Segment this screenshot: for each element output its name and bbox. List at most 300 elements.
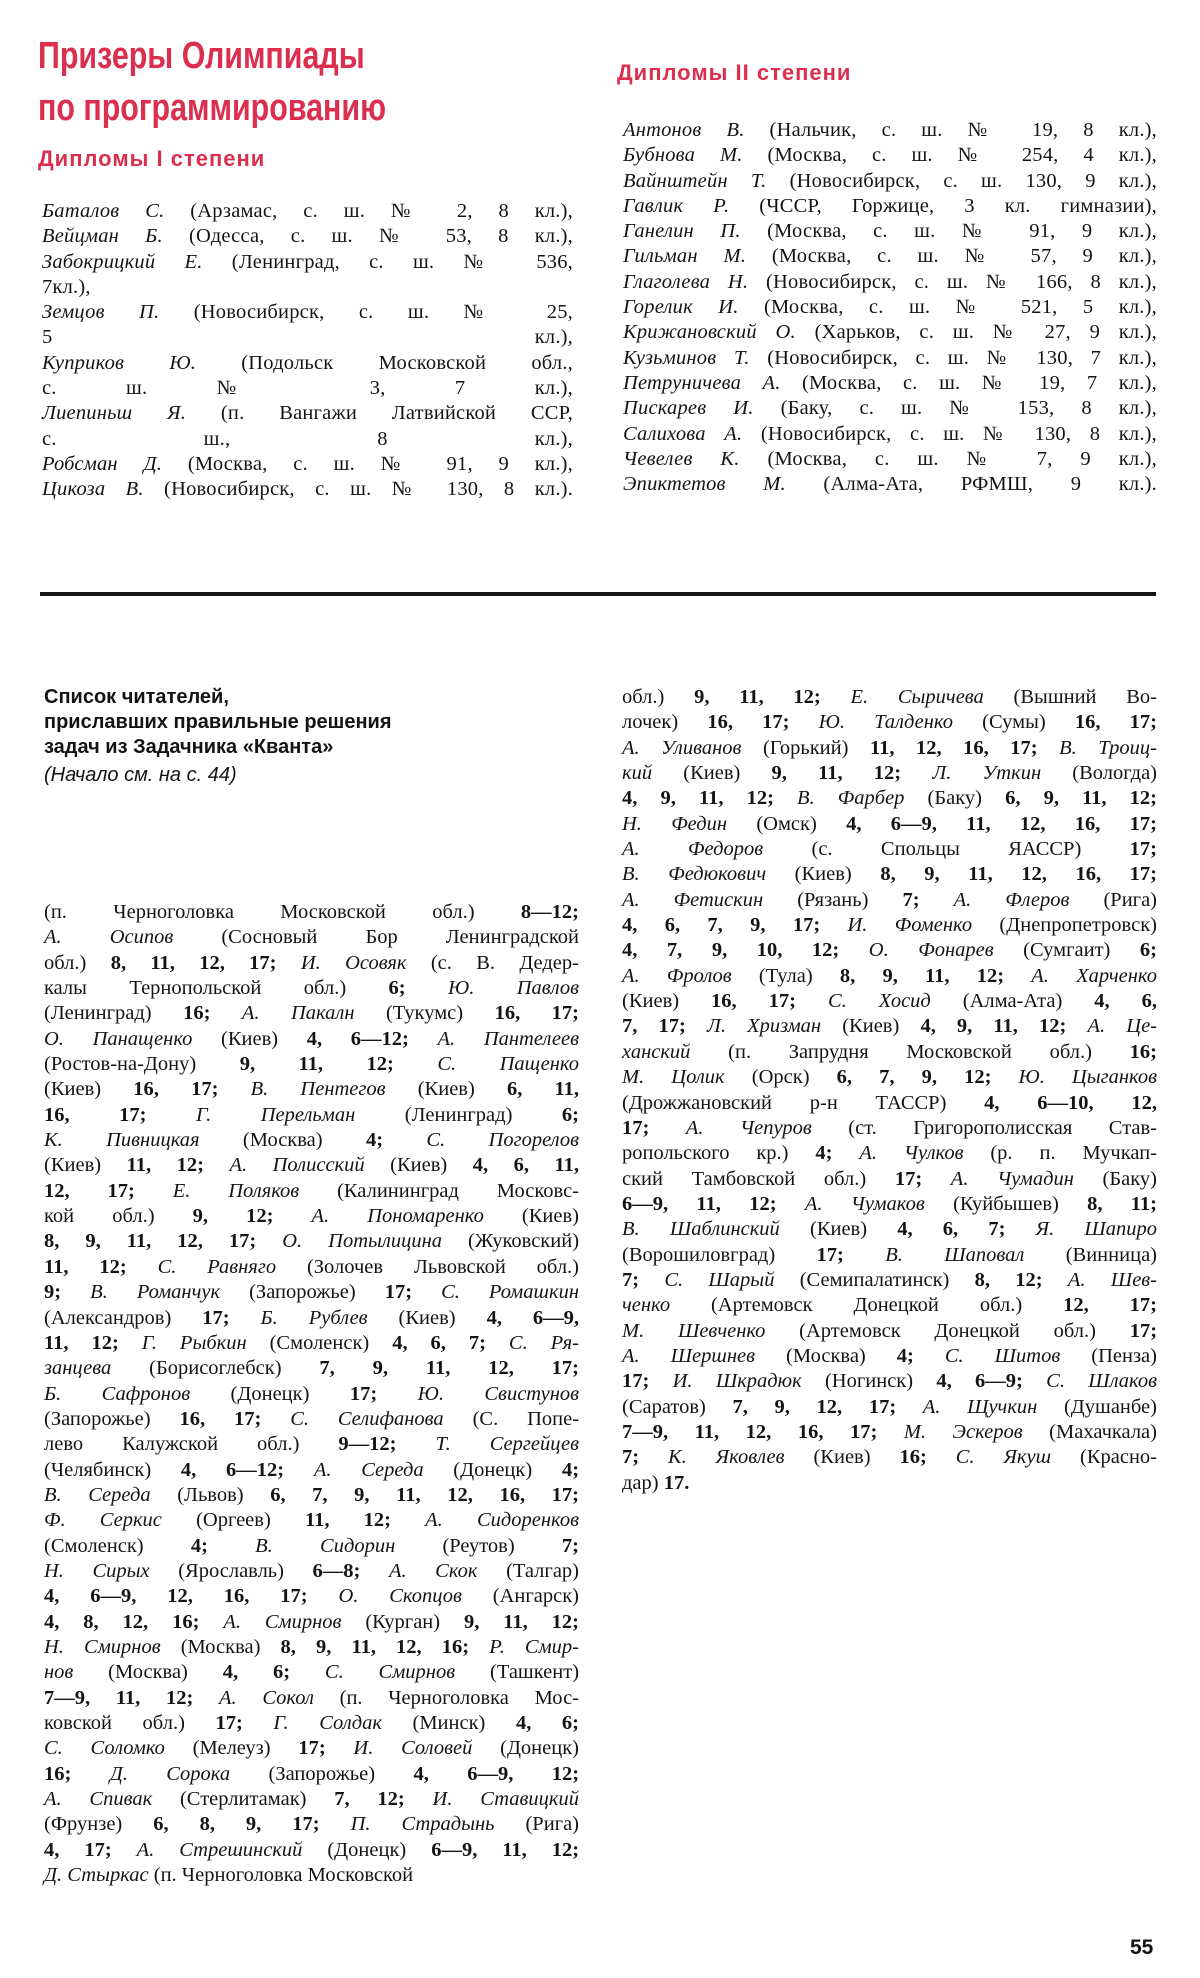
reader-line <box>44 1787 579 1812</box>
text-fragment: (Талгар) <box>477 1559 579 1582</box>
problem-numbers: 17; <box>894 1167 923 1190</box>
text-fragment: калы Тернопольской обл.) <box>44 977 389 1000</box>
person-name: А. Осипов <box>44 926 174 949</box>
text-fragment: (Артемовск Донецкой обл.) <box>670 1294 1064 1317</box>
problem-numbers: 4; <box>815 1142 833 1165</box>
text-fragment <box>391 1509 425 1531</box>
text-fragment <box>1038 737 1060 759</box>
problem-numbers: 8, 12; <box>974 1268 1043 1291</box>
text-fragment: (Омск) <box>727 812 847 835</box>
text-fragment: (Москва) <box>755 1344 897 1367</box>
person-name: Пискарев И. <box>623 397 754 420</box>
text-fragment: (Львов) <box>150 1483 271 1506</box>
text-fragment: (Киев) <box>192 1027 307 1050</box>
text-fragment: (Стерлитамак) <box>152 1788 335 1811</box>
person-name: Гавлик Р. <box>623 194 730 217</box>
problem-numbers: 4, 6—9, 12, 16, 17; <box>44 1585 308 1608</box>
reader-line <box>44 1838 579 1863</box>
problem-numbers: 17; <box>1129 1319 1158 1342</box>
text-fragment: (Ленинград) <box>44 1002 184 1025</box>
text-fragment: (Ногинск) <box>801 1370 937 1393</box>
text-fragment: обл.) <box>44 951 111 974</box>
text-fragment <box>320 1813 351 1835</box>
problem-numbers: 7, 12; <box>334 1788 405 1811</box>
problem-numbers: 9, 11, 12; <box>239 1053 394 1076</box>
person-name: С. Якуш <box>955 1446 1052 1469</box>
reader-line <box>44 1483 579 1508</box>
problem-numbers: 4, 17; <box>44 1838 112 1861</box>
diploma1-list <box>42 199 573 503</box>
text-fragment: (Рига) <box>1069 888 1157 911</box>
reader-line <box>622 913 1157 938</box>
person-name: В. Шаблинский <box>622 1218 780 1241</box>
problem-numbers: 4, 6, <box>1094 990 1157 1013</box>
problem-numbers: 17. <box>663 1471 690 1494</box>
text-fragment: (Киев) <box>385 1078 507 1101</box>
diploma2-entry <box>623 270 1157 295</box>
problem-numbers: 6; <box>1139 939 1157 962</box>
reader-line <box>622 1091 1157 1116</box>
person-name: Г. Перельман <box>195 1103 356 1126</box>
text-fragment: (Сумгаит) <box>993 939 1140 962</box>
text-fragment: (Ростов-на-Дону) <box>44 1053 240 1076</box>
text-fragment: (с. В. Дедер- <box>406 951 579 974</box>
reader-line <box>622 736 1157 761</box>
reader-line <box>622 710 1157 735</box>
reader-line <box>44 925 579 950</box>
person-name: П. Страдынь <box>350 1813 495 1836</box>
text-fragment: (Киев) <box>44 1078 134 1101</box>
person-name: С. Селифанова <box>290 1407 444 1430</box>
person-name: Чевелев К. <box>623 447 740 470</box>
reader-line <box>44 1077 579 1102</box>
problem-numbers: 6, 7, 9, 12; <box>836 1066 992 1089</box>
reader-line <box>44 1179 579 1204</box>
reader-line <box>622 1344 1157 1369</box>
person-name: Петруничева А. <box>623 371 781 394</box>
problem-numbers: 16; <box>183 1002 211 1025</box>
text-fragment <box>789 711 818 733</box>
text-fragment: лочек) <box>622 711 708 734</box>
text-fragment: (Винница) <box>1024 1243 1157 1266</box>
text-fragment: (п. Вангажи Латвийской ССР, <box>186 402 573 425</box>
problem-numbers: 6, 11, <box>506 1078 580 1101</box>
person-name: С. Соломко <box>44 1737 165 1760</box>
text-fragment: (Баку) <box>904 787 1006 810</box>
text-fragment <box>649 1370 672 1392</box>
person-name: А. Харченко <box>1031 964 1157 987</box>
diploma1-entry <box>42 401 573 426</box>
text-fragment: (Киев) <box>821 1015 921 1038</box>
person-name: А. Пантелеев <box>437 1027 579 1050</box>
text-fragment: (Мелеуз) <box>164 1737 299 1760</box>
problem-numbers: 17; <box>816 1243 844 1266</box>
problem-numbers: 6—9, 11, 12; <box>622 1192 777 1215</box>
person-name: А. Уливанов <box>622 736 742 759</box>
text-fragment <box>71 1763 109 1785</box>
diploma2-entry <box>623 320 1157 345</box>
person-name: А. Чепуров <box>685 1116 812 1139</box>
reader-line <box>44 1153 579 1178</box>
reader-line <box>622 1420 1157 1445</box>
person-name: А. Федоров <box>622 838 764 861</box>
readers-list-right <box>622 685 1157 1496</box>
problem-numbers: 8—12; <box>520 901 579 923</box>
text-fragment <box>127 1256 158 1278</box>
person-name: Ф. Серкис <box>44 1509 162 1532</box>
reader-line <box>44 1027 579 1052</box>
text-fragment: (Москва, с. ш. № 91, 9 кл.), <box>740 220 1157 243</box>
person-name: С. Хосид <box>827 990 931 1013</box>
person-name: Цикоза В. <box>42 478 144 501</box>
text-fragment: (Москва, с. ш. № 57, 9 кл.), <box>746 245 1157 268</box>
problem-numbers: 9, 11, 12; <box>694 686 821 708</box>
diploma2-entry <box>623 396 1157 421</box>
problem-numbers: 4, 6—10, 12, <box>984 1091 1157 1114</box>
diploma2-heading: Дипломы II степени <box>617 60 852 85</box>
text-fragment <box>639 1269 664 1291</box>
person-name: А. Чулков <box>859 1142 964 1165</box>
person-name: А. Фетискин <box>622 888 764 911</box>
text-fragment: (Тула) <box>731 964 840 987</box>
person-name: Н. Смирнов <box>44 1635 161 1658</box>
person-name: К. Яковлев <box>668 1446 785 1469</box>
problem-numbers: 9, 11, 12; <box>771 762 902 785</box>
diploma2-entry <box>623 447 1157 472</box>
readers-heading-line1: Список читателей, <box>44 686 229 708</box>
person-name: Ю. Свистунов <box>417 1382 580 1405</box>
text-fragment: 5 кл.), <box>42 326 573 349</box>
text-fragment: лево Калужской обл.) <box>44 1433 339 1456</box>
text-fragment <box>394 1053 437 1075</box>
text-fragment: (п. Черноголовка Мос- <box>313 1686 579 1709</box>
text-fragment <box>243 1712 274 1734</box>
text-fragment <box>256 1230 282 1252</box>
text-fragment: (Киев) <box>784 1446 900 1469</box>
problem-numbers: 4, 6, 7; <box>392 1331 486 1354</box>
problem-numbers: 7; <box>902 888 920 911</box>
problem-numbers: 4, 6—12; <box>306 1027 409 1050</box>
text-fragment: с. ш., 8 кл.), <box>42 427 573 450</box>
problem-numbers: 4, 8, 12, 16; <box>44 1610 200 1633</box>
diploma2-entry <box>623 244 1157 269</box>
person-name: О. Фонарев <box>868 939 994 962</box>
text-fragment: (Подольск Московской обл., <box>196 351 574 374</box>
person-name: С. Шарый <box>664 1268 775 1291</box>
person-name: В. Шаповал <box>885 1243 1025 1266</box>
text-fragment <box>119 1332 142 1354</box>
person-name: О. Скопцов <box>338 1585 462 1608</box>
person-name: Т. Сергейцев <box>435 1433 579 1456</box>
person-name: С. Ря- <box>508 1331 580 1354</box>
text-fragment <box>1005 1218 1035 1240</box>
problem-numbers: 17; <box>622 1116 650 1139</box>
problem-numbers: 8, 9, 11, 12, 16; <box>280 1635 470 1658</box>
person-name: А. Це- <box>1087 1015 1157 1038</box>
problem-numbers: 6; <box>561 1103 579 1126</box>
text-fragment: (Москва) <box>199 1129 366 1152</box>
reader-line <box>622 1471 1157 1496</box>
person-name: О. Панащенко <box>44 1027 193 1050</box>
text-fragment: (п. Черноголовка Московской обл.) <box>44 901 521 923</box>
reader-line <box>622 837 1157 862</box>
reader-line <box>622 964 1157 989</box>
person-name: Вейцман Б. <box>42 225 163 248</box>
reader-line <box>44 1863 579 1888</box>
reader-line <box>622 1445 1157 1470</box>
problem-numbers: 8, 11; <box>1087 1192 1158 1215</box>
person-name: И. Шкрадюк <box>672 1370 802 1393</box>
text-fragment: (Калининград Московс- <box>299 1179 579 1202</box>
diploma2-entry <box>623 219 1157 244</box>
reader-line <box>44 1280 579 1305</box>
person-name: К. Пивницкая <box>44 1129 200 1152</box>
problem-numbers: 7, 9, 12, 17; <box>732 1395 897 1418</box>
text-fragment <box>284 1459 314 1481</box>
text-fragment: (с. Спольцы ЯАССР) <box>763 838 1130 861</box>
problem-numbers: 16, 17; <box>711 990 796 1013</box>
text-fragment <box>1066 1015 1087 1037</box>
problem-numbers: 16; <box>44 1762 72 1785</box>
text-fragment: (Орск) <box>724 1066 837 1089</box>
text-fragment <box>844 1244 885 1266</box>
problem-numbers: 4, 6—9, 12; <box>413 1762 580 1785</box>
text-fragment: (Артемовск Донецкой обл.) <box>765 1319 1130 1342</box>
problem-numbers: 4, 6, 11, <box>472 1154 580 1177</box>
text-fragment <box>839 939 869 961</box>
person-name: А. Пономаренко <box>311 1205 484 1228</box>
person-name: В. Федюкович <box>622 863 767 886</box>
person-name: Гильман М. <box>623 245 747 268</box>
section-divider <box>40 592 1156 596</box>
person-name: А. Стрешинский <box>136 1838 303 1861</box>
problem-numbers: 16; <box>899 1446 927 1469</box>
person-name: Куприков Ю. <box>42 351 197 374</box>
problem-numbers: 16, 17; <box>179 1407 262 1430</box>
reader-line <box>622 1065 1157 1090</box>
diploma1-entry <box>42 250 573 275</box>
person-name: А. Флеров <box>953 888 1070 911</box>
diploma1-entry <box>42 325 573 350</box>
diploma2-entry <box>623 371 1157 396</box>
problem-numbers: 4, 6; <box>222 1661 291 1684</box>
text-fragment: (Семипалатинск) <box>774 1268 975 1291</box>
text-fragment: (Махачкала) <box>1022 1420 1157 1443</box>
text-fragment: ропольского кр.) <box>622 1142 816 1165</box>
text-fragment <box>199 1611 223 1633</box>
text-fragment: (Ленинград) <box>355 1103 562 1126</box>
reader-line <box>44 900 579 925</box>
person-name: А. Шершнев <box>622 1344 756 1367</box>
text-fragment <box>914 1345 945 1367</box>
problem-numbers: 4, 6—12; <box>180 1458 285 1481</box>
reader-line <box>622 1014 1157 1039</box>
reader-line <box>44 1711 579 1736</box>
problem-numbers: 9—12; <box>338 1433 397 1456</box>
problem-numbers: 17; <box>622 1370 650 1393</box>
problem-numbers: 6, 7, 9, 11, 12, 16, 17; <box>270 1483 579 1506</box>
person-name: А. Щучкин <box>922 1395 1038 1418</box>
text-fragment: (Рига) <box>494 1813 580 1836</box>
person-name: О. Потылицина <box>282 1230 443 1253</box>
reader-line <box>44 1052 579 1077</box>
text-fragment: (Вышний Во- <box>983 686 1157 708</box>
person-name: А. Сидоренков <box>425 1509 579 1532</box>
readers-heading-line3: задач из Задачника «Кванта» <box>44 736 334 758</box>
person-name: С. Смирнов <box>324 1661 456 1684</box>
text-fragment: обл.) <box>622 686 695 708</box>
person-name: Г. Рыбкин <box>141 1331 247 1354</box>
text-fragment: (Душанбе) <box>1037 1395 1157 1418</box>
diploma2-entry <box>623 143 1157 168</box>
text-fragment <box>922 1168 951 1190</box>
person-name: Е. Сыричева <box>850 686 984 708</box>
text-fragment: (Реутов) <box>395 1534 562 1557</box>
text-fragment <box>920 889 954 911</box>
person-name: Ганелин П. <box>623 220 741 243</box>
text-fragment <box>469 1636 489 1658</box>
person-name: Н. Федин <box>622 812 728 835</box>
person-name: Вайнштейн Т. <box>623 169 767 192</box>
text-fragment: (Донецк) <box>302 1838 432 1861</box>
text-fragment: (Сосновый Бор Ленинградской <box>173 926 579 949</box>
problem-numbers: 11, 12; <box>126 1154 204 1177</box>
person-name: Эпиктетов М. <box>623 473 786 496</box>
text-fragment <box>1023 1370 1046 1392</box>
problem-numbers: 8, 9, 11, 12, 16, 17; <box>880 863 1157 886</box>
diploma1-entry <box>42 351 573 376</box>
reader-line <box>44 951 579 976</box>
text-fragment: (Запорожье) <box>220 1281 385 1304</box>
text-fragment: (Красно- <box>1051 1446 1157 1469</box>
text-fragment <box>1004 965 1031 987</box>
reader-line <box>44 1356 579 1381</box>
problem-numbers: 8, 9, 11, 12; <box>839 964 1005 987</box>
text-fragment <box>821 686 851 708</box>
person-name: А. Чумадин <box>950 1167 1074 1190</box>
problem-numbers: 11, 12, 16, 17; <box>869 736 1038 759</box>
text-fragment: (Тукумс) <box>354 1002 495 1025</box>
problem-numbers: 7; <box>622 1268 640 1291</box>
person-name: В. Романчук <box>90 1281 221 1304</box>
text-fragment <box>877 1421 904 1443</box>
text-fragment <box>210 1002 241 1024</box>
text-fragment: (Арзамас, с. ш. № 2, 8 кл.), <box>164 200 573 222</box>
person-name: И. Фоменко <box>847 914 973 937</box>
reader-line <box>44 1635 579 1660</box>
text-fragment: (Киев) <box>622 990 712 1013</box>
person-name: Л. Хризман <box>706 1015 822 1038</box>
diploma1-entry <box>42 477 573 502</box>
text-fragment <box>406 977 448 999</box>
text-fragment: дар) <box>622 1471 664 1494</box>
reader-line <box>622 1192 1157 1217</box>
text-fragment <box>146 1104 196 1126</box>
person-name: Антонов В. <box>623 119 745 141</box>
text-fragment: (С. Попе- <box>443 1407 580 1430</box>
problem-numbers: 16, 17; <box>1074 711 1158 734</box>
problem-numbers: 9; <box>44 1281 62 1304</box>
problem-numbers: 4, 6, 7, 9, 17; <box>622 914 821 937</box>
person-name: Баталов С. <box>42 200 165 222</box>
problem-numbers: 4, 6—9; <box>936 1370 1023 1393</box>
problem-numbers: 4, 7, 9, 10, 12; <box>622 939 840 962</box>
text-fragment: (Донецк) <box>190 1382 350 1405</box>
text-fragment <box>277 952 301 974</box>
text-fragment: ковской обл.) <box>44 1712 216 1734</box>
reader-line <box>44 1306 579 1331</box>
problem-numbers: 4, 6; <box>515 1712 579 1734</box>
problem-numbers: 9, 12; <box>192 1205 274 1228</box>
person-name: М. Эскеров <box>903 1420 1023 1443</box>
problem-numbers: 7—9, 11, 12; <box>44 1686 194 1709</box>
text-fragment <box>193 1687 219 1709</box>
text-fragment <box>61 1281 90 1303</box>
text-fragment: (Москва, с. ш. № 254, 4 кл.), <box>742 144 1157 167</box>
person-name: С. Шитов <box>944 1344 1061 1367</box>
person-name: Л. Уткин <box>932 762 1042 785</box>
reader-line <box>44 1103 579 1128</box>
diploma1-entry <box>42 275 573 300</box>
problem-numbers: 11, 12; <box>304 1509 391 1532</box>
person-name: И. Соловей <box>353 1737 473 1760</box>
problem-numbers: 16; <box>1129 1040 1157 1063</box>
text-fragment: (Ленинград, с. ш. № 536, <box>202 250 573 273</box>
problem-numbers: 16, 17; <box>707 711 790 734</box>
text-fragment: (Баку) <box>1073 1167 1158 1190</box>
text-fragment: (Новосибирск, с. ш. № 166, 8 кл.), <box>748 270 1158 293</box>
person-name: Р. Смир- <box>489 1635 579 1658</box>
problem-numbers: 16, 17; <box>44 1103 147 1126</box>
problem-numbers: 6—9, 11, 12; <box>431 1838 580 1861</box>
person-name: С. Равняго <box>157 1255 277 1278</box>
text-fragment: (п. Черноголовка Московской <box>148 1864 414 1887</box>
text-fragment: (Куйбышев) <box>924 1192 1088 1215</box>
diploma2-list <box>623 118 1157 497</box>
diploma1-entry <box>42 199 573 224</box>
reader-line <box>622 1319 1157 1344</box>
person-name: И. Ставицкий <box>432 1788 579 1811</box>
problem-numbers: 6, 8, 9, 17; <box>153 1813 320 1836</box>
problem-numbers: 6; <box>388 977 406 1000</box>
problem-numbers: 17; <box>298 1737 326 1760</box>
diploma2-entry <box>623 295 1157 320</box>
text-fragment: (Курган) <box>341 1610 464 1633</box>
text-fragment <box>396 1433 435 1455</box>
text-fragment: (Днепропетровск) <box>972 914 1157 937</box>
diploma1-entry <box>42 376 573 401</box>
diploma1-entry <box>42 452 573 477</box>
diploma2-entry <box>623 346 1157 371</box>
text-fragment <box>927 1446 956 1468</box>
reader-line <box>44 1812 579 1837</box>
person-name: Земцов П. <box>42 301 160 324</box>
text-fragment: (Киев) <box>367 1306 487 1329</box>
text-fragment: ский Тамбовской обл.) <box>622 1167 895 1190</box>
person-name: А. Полисский <box>229 1154 365 1177</box>
person-name: Д. Стыркас <box>44 1864 149 1887</box>
text-fragment: (Алма-Ата, РФМШ, 9 кл.). <box>785 473 1157 496</box>
person-name: кий <box>622 762 653 785</box>
text-fragment <box>383 1129 426 1151</box>
person-name: Лиепиньш Я. <box>42 402 187 425</box>
problem-numbers: 4; <box>365 1129 384 1152</box>
text-fragment: (Запорожье) <box>230 1762 414 1785</box>
person-name: А. Спивак <box>44 1788 153 1811</box>
reader-line <box>44 1255 579 1280</box>
problem-numbers: 7, 17; <box>622 1015 686 1038</box>
text-fragment: (Сумы) <box>952 711 1075 734</box>
